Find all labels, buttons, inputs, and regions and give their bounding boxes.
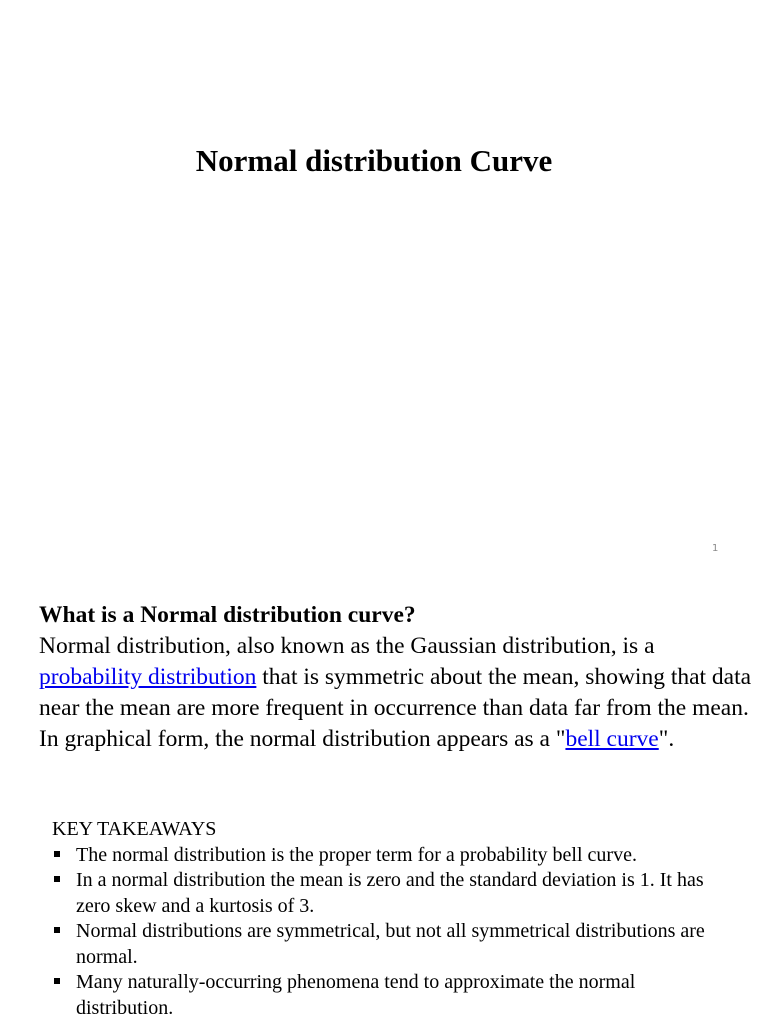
square-bullet-icon bbox=[54, 978, 60, 984]
square-bullet-icon bbox=[54, 927, 60, 933]
graphical-text-end: ". bbox=[658, 726, 675, 752]
key-takeaways bbox=[52, 817, 732, 1021]
probability-distribution-link[interactable]: probability distribution bbox=[39, 664, 257, 690]
graphical-text-start: In graphical form, the normal distribution appears as a " bbox=[39, 726, 566, 752]
definition-text-start: Normal distribution, also known as the Gaussian distribution, is a bbox=[39, 633, 655, 659]
square-bullet-icon bbox=[54, 851, 60, 857]
square-bullet-icon bbox=[54, 876, 60, 882]
takeaway-item bbox=[52, 843, 732, 869]
graphical-form-paragraph bbox=[39, 724, 754, 755]
slide-title: Normal distribution Curve bbox=[195, 143, 553, 178]
takeaway-text: Normal distributions are symmetrical, but not all symmetrical distributions are normal. bbox=[76, 920, 705, 968]
bell-curve-link[interactable]: bell curve bbox=[565, 726, 659, 752]
definition-paragraph bbox=[39, 631, 754, 724]
takeaway-item bbox=[52, 868, 732, 919]
takeaway-text: Many naturally-occurring phenomena tend to approximate the normal distribution. bbox=[76, 971, 636, 1019]
takeaway-item bbox=[52, 919, 732, 970]
takeaways-heading: KEY TAKEAWAYS bbox=[52, 818, 217, 840]
takeaway-text: In a normal distribution the mean is zero and the standard deviation is 1. It has zero skew and a kurtosis of 3. bbox=[76, 869, 704, 917]
takeaways-list bbox=[52, 843, 732, 1022]
question-heading: What is a Normal distribution curve? bbox=[39, 602, 416, 628]
definition-text-end: that is symmetric about the mean, showing that data near the mean are more frequent in occurrence than data far from the mean. bbox=[39, 664, 752, 721]
takeaway-text: The normal distribution is the proper term for a probability bell curve. bbox=[76, 843, 637, 866]
content-block bbox=[39, 600, 754, 755]
page-number: 1 bbox=[712, 543, 719, 554]
takeaway-item bbox=[52, 970, 732, 1021]
